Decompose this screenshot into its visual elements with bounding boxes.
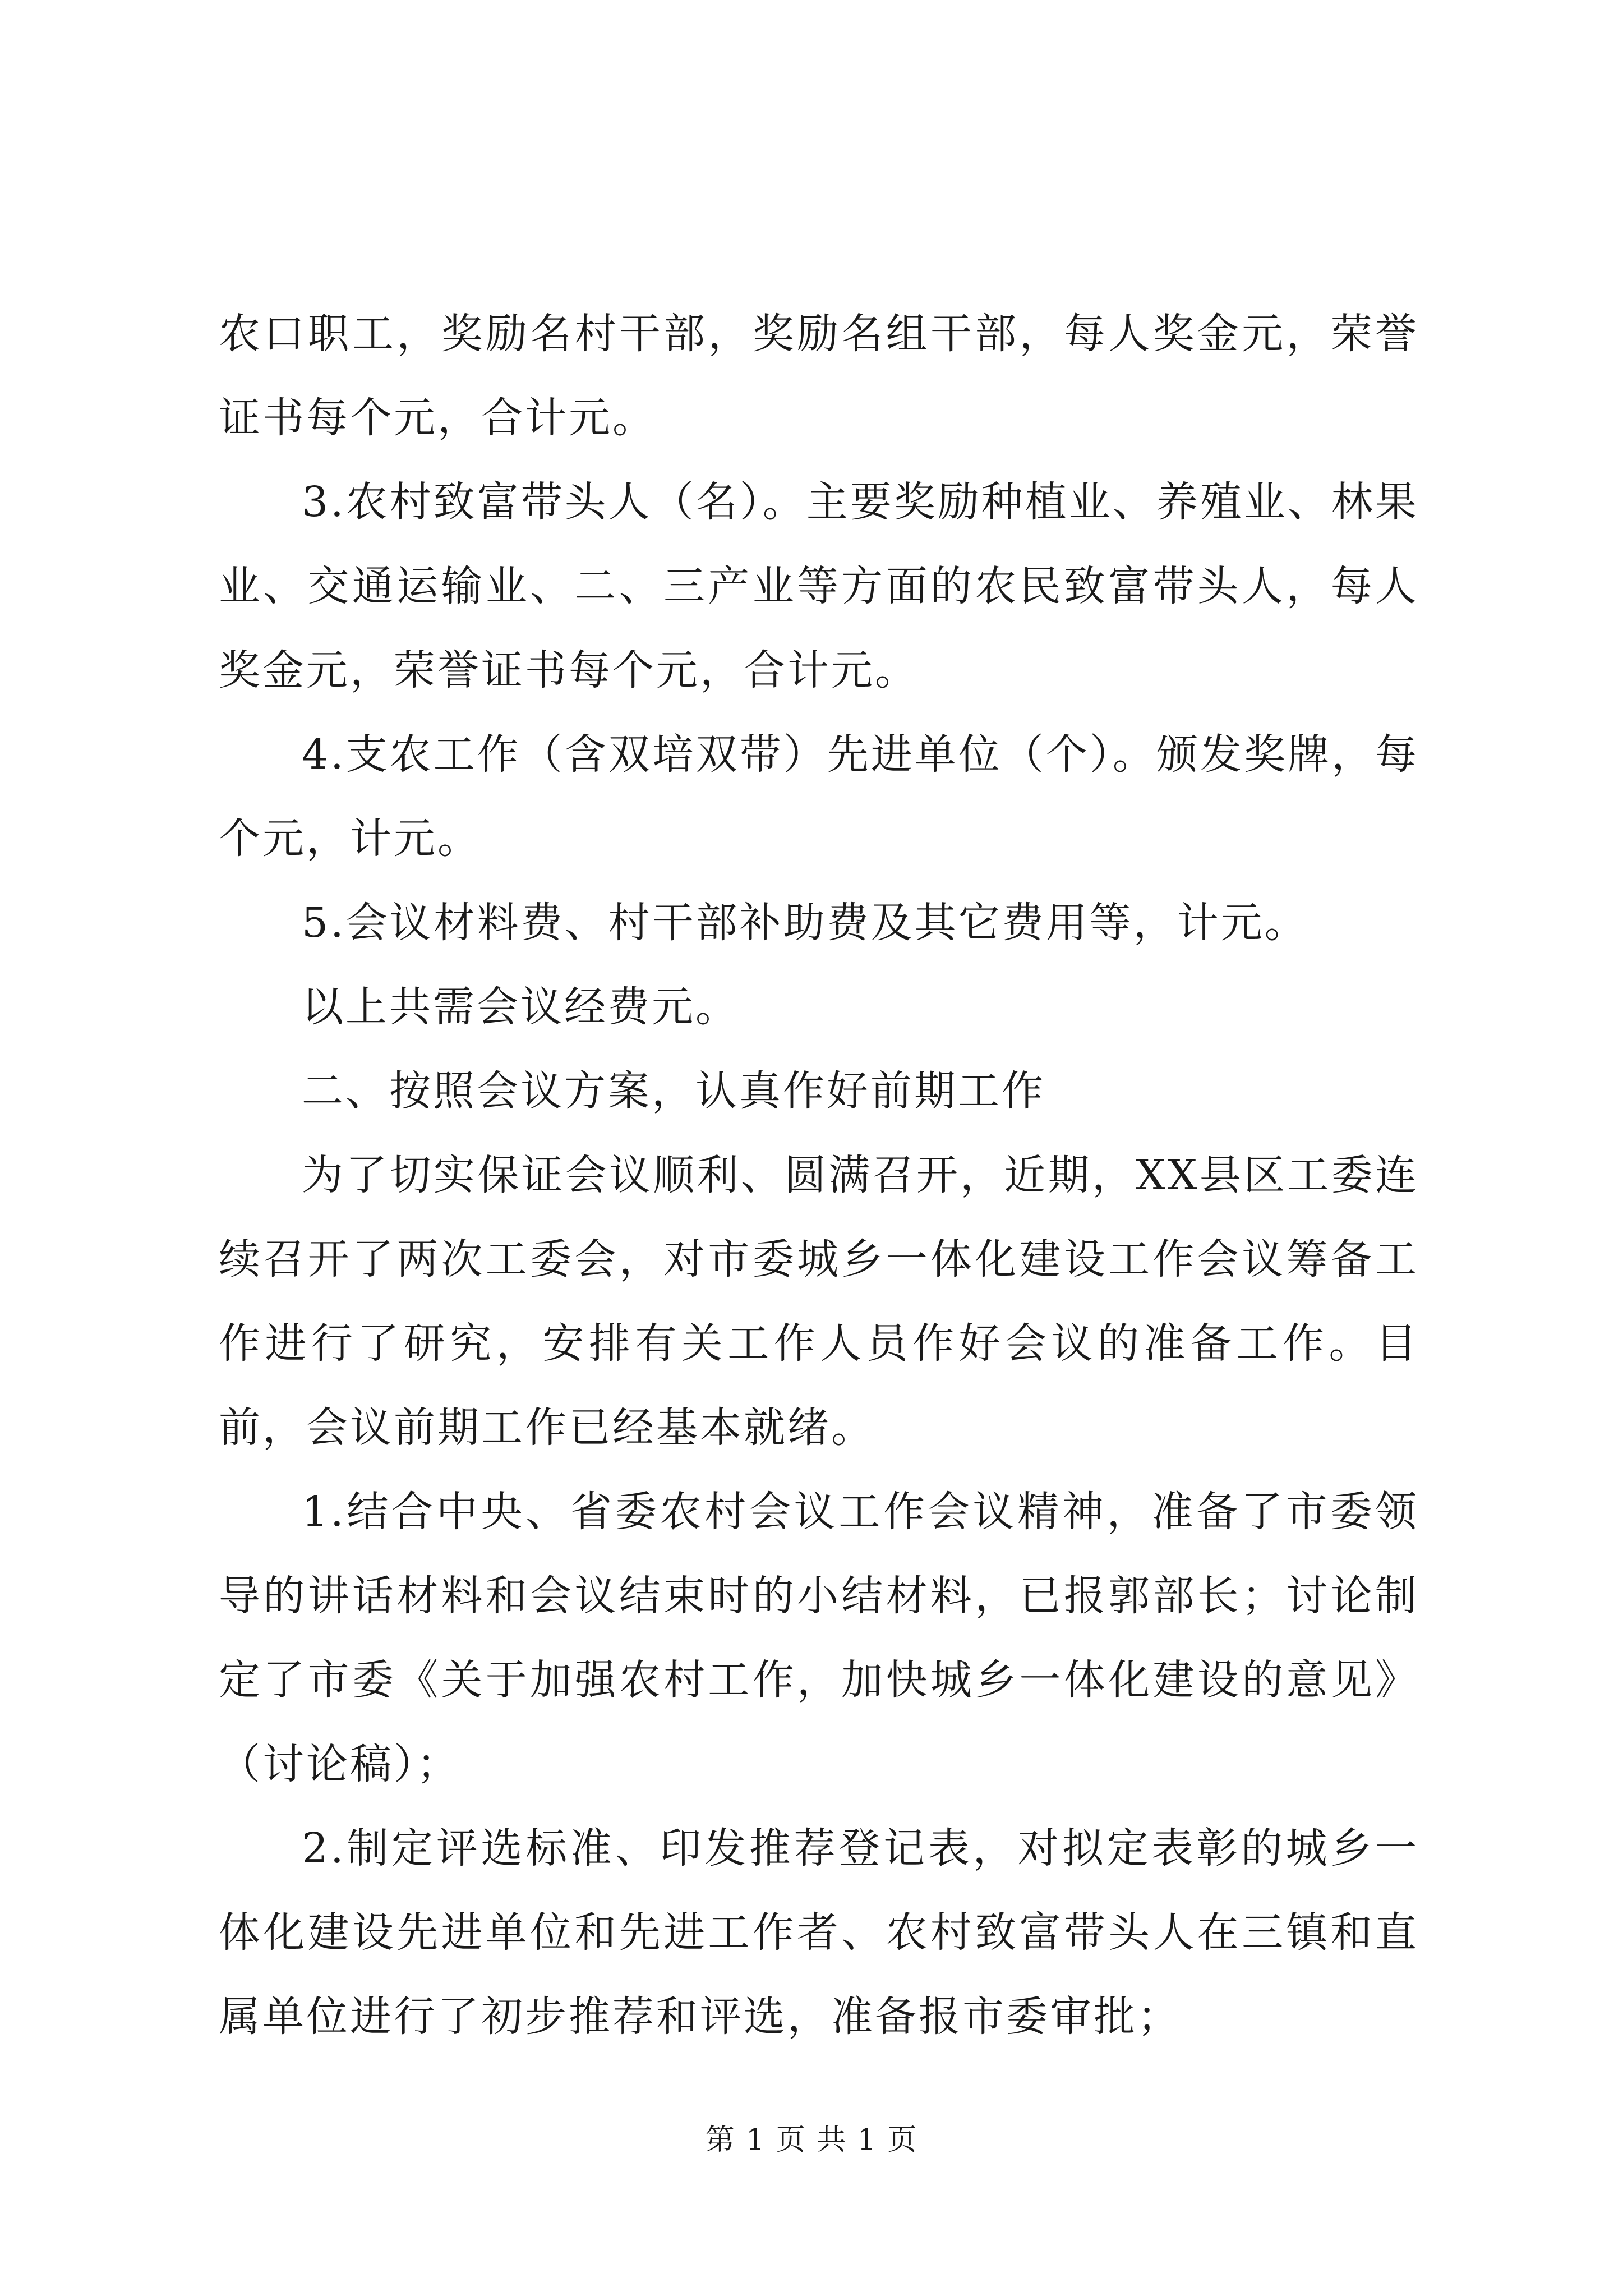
document-body — [219, 292, 1419, 2059]
section-heading-2: 二、按照会议方案，认真作好前期工作 — [302, 1067, 1045, 1115]
paragraph-item-3: 3.农村致富带头人（名）。主要奖励种植业、养殖业、林果业、交通运输业、二、三产业等方面的农民致富带头人，每人奖金元，荣誉证书每个元，合计元。 — [219, 478, 1419, 694]
paragraph-item-4: 4.支农工作（含双培双带）先进单位（个）。颁发奖牌，每个元，计元。 — [219, 730, 1419, 863]
paragraph-prep-item-2: 2.制定评选标准、印发推荐登记表，对拟定表彰的城乡一体化建设先进单位和先进工作者、农村致富带头人在三镇和直属单位进行了初步推荐和评选，准备报市委审批； — [219, 1824, 1419, 2041]
paragraph-total-budget: 以上共需会议经费元。 — [302, 983, 739, 1031]
paragraph-prep-item-1: 1.结合中央、省委农村会议工作会议精神，准备了市委领导的讲话材料和会议结束时的小结材料，已报郭部长；讨论制定了市委《关于加强农村工作，加快城乡一体化建设的意见》（讨论稿）； — [219, 1488, 1419, 1788]
page-footer: 第 1 页 共 1 页 — [705, 2123, 918, 2157]
paragraph-continuation: 农口职工，奖励名村干部，奖励名组干部，每人奖金元，荣誉证书每个元，合计元。 — [219, 310, 1419, 442]
paragraph-preparation: 为了切实保证会议顺利、圆满召开，近期，XX县区工委连续召开了两次工委会，对市委城乡一体化建设工作会议筹备工作进行了研究，安排有关工作人员作好会议的准备工作。目前，会议前期工作已经基本就绪。 — [219, 1151, 1419, 1452]
paragraph-item-5: 5.会议材料费、村干部补助费及其它费用等，计元。 — [302, 899, 1308, 947]
